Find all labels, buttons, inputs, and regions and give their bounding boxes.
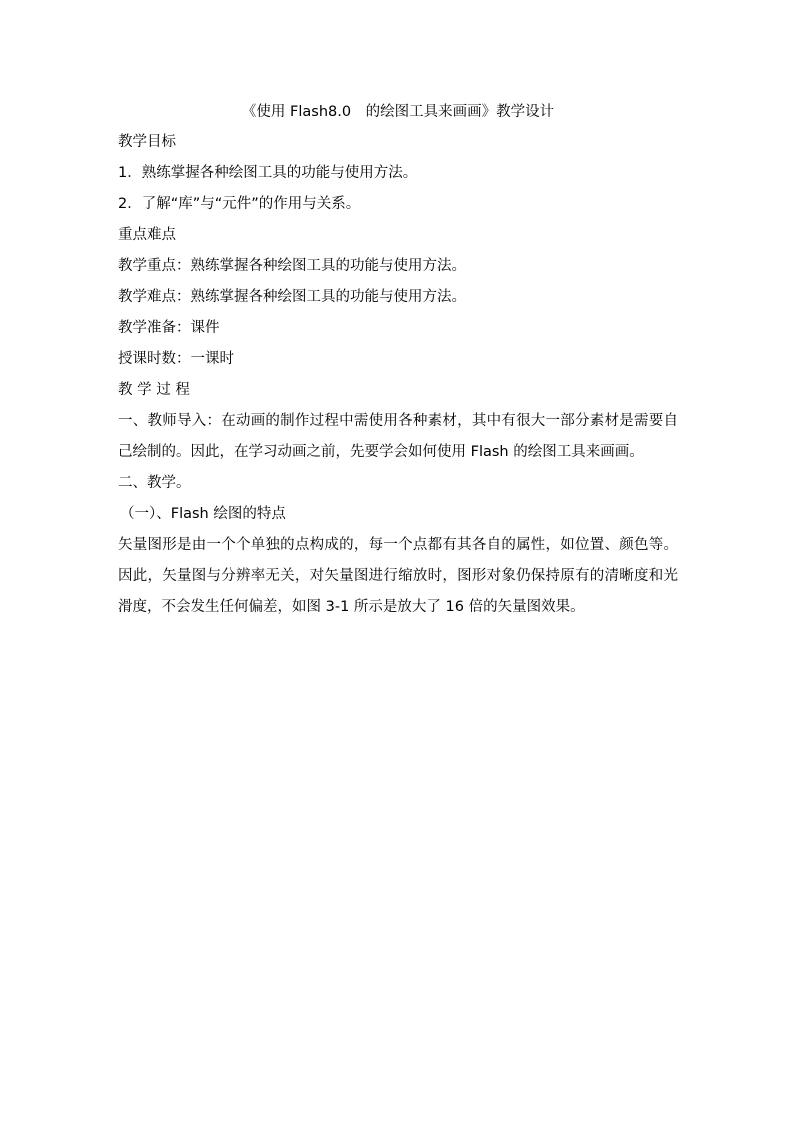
heading-key-points: 重点难点 [118, 227, 176, 243]
document-body [118, 99, 678, 623]
key-point-focus: 教学重点：熟练掌握各种绘图工具的功能与使用方法。 [118, 258, 466, 274]
document-title: 《使用 Flash8.0 的绘图工具来画画》教学设计 [241, 104, 555, 120]
section-1-intro-paragraph: 一、教师导入：在动画的制作过程中需使用各种素材，其中有很大一部分素材是需要自己绘制的。因此，在学习动画之前，先要学会如何使用 Flash 的绘图工具来画画。 [118, 413, 678, 460]
subsection-1-heading: （一）、Flash 绘图的特点 [120, 506, 286, 522]
class-hours: 授课时数：一课时 [118, 351, 234, 367]
heading-teaching-process: 教 学 过 程 [118, 382, 190, 398]
subsection-1-paragraph: 矢量图形是由一个个单独的点构成的，每一个点都有其各自的属性，如位置、颜色等。因此，矢量图与分辨率无关，对矢量图进行缩放时，图形对象仍保持原有的清晰度和光滑度，不会发生任何偏差，如图 3-1 所示是放大了 16 倍的矢量图效果。 [118, 537, 678, 615]
key-point-difficulty: 教学难点：熟练掌握各种绘图工具的功能与使用方法。 [118, 289, 466, 305]
goal-item-2: 2．了解“库”与“元件”的作用与关系。 [118, 196, 361, 212]
heading-teaching-goals: 教学目标 [118, 134, 176, 150]
section-2-heading: 二、教学。 [118, 475, 191, 491]
teaching-preparation: 教学准备：课件 [118, 320, 220, 336]
goal-item-1: 1．熟练掌握各种绘图工具的功能与使用方法。 [118, 165, 418, 181]
